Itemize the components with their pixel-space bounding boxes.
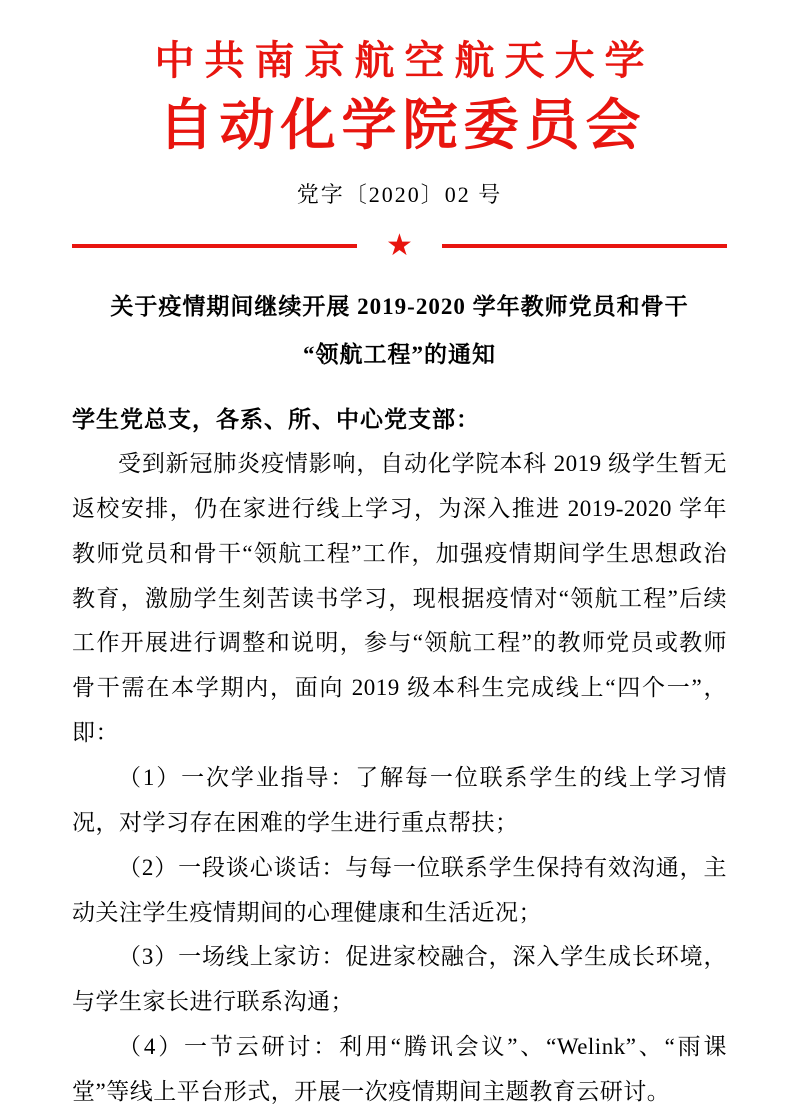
red-rule-right-bar xyxy=(442,244,727,248)
star-icon: ★ xyxy=(386,228,413,262)
body-paragraph: （2）一段谈心谈话：与每一位联系学生保持有效沟通，主动关注学生疫情期间的心理健康和生活近况； xyxy=(72,854,727,925)
salutation: 学生党总支，各系、所、中心党支部： xyxy=(72,407,480,433)
body-paragraph: （4）一节云研讨：利用“腾讯会议”、“Welink”、“雨课堂”等线上平台形式，开展一次疫情期间主题教育云研讨。 xyxy=(72,1034,727,1104)
red-rule-left-bar xyxy=(72,244,357,248)
issuing-organization-line1: 中共南京航空航天大学 xyxy=(154,39,655,83)
letterhead xyxy=(72,0,727,209)
red-divider-rule xyxy=(72,228,727,262)
document-body xyxy=(72,442,727,1115)
document-title-line1: 关于疫情期间继续开展 2019-2020 学年教师党员和骨干 xyxy=(110,293,689,319)
document-title xyxy=(72,283,727,380)
document-title-line2: “领航工程”的通知 xyxy=(303,341,496,367)
body-paragraph: 受到新冠肺炎疫情影响，自动化学院本科 2019 级学生暂无返校安排，仍在家进行线上学习，为深入推进 2019-2020 学年教师党员和骨干“领航工程”工作，加强疫情期间学生思想政治教育，激励学生刻苦读书学习，现根据疫情对“领航工程”后续工作开展进行调整和说明，参与“领航工程”的教师党员或教师骨干需在本学期内，面向 2019 级本科生完成线上“四个一”，即： xyxy=(72,451,727,746)
document-number: 党字〔2020〕02 号 xyxy=(296,181,503,207)
issuing-organization-line2: 自动化学院委员会 xyxy=(158,94,647,156)
body-paragraph: （3）一场线上家访：促进家校融合，深入学生成长环境，与学生家长进行联系沟通； xyxy=(72,944,727,1015)
body-paragraph: （1）一次学业指导：了解每一位联系学生的线上学习情况，对学习存在困难的学生进行重点帮扶； xyxy=(72,765,727,835)
